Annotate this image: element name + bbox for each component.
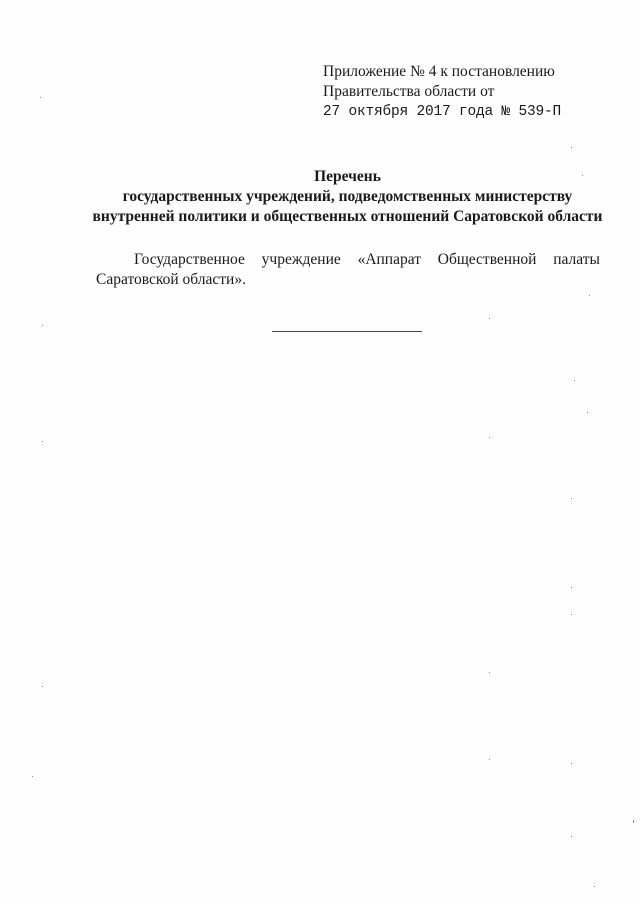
body-paragraph-line1 bbox=[96, 250, 600, 270]
body-word: «Аппарат bbox=[357, 251, 421, 268]
scan-speck bbox=[489, 672, 490, 673]
separator-line bbox=[272, 331, 422, 332]
body-paragraph-line2: Саратовской области». bbox=[96, 271, 246, 288]
scan-speck bbox=[489, 759, 490, 760]
scan-speck bbox=[633, 820, 634, 823]
body-word: палаты bbox=[553, 251, 600, 268]
appendix-number: Приложение № 4 к постановлению bbox=[323, 63, 555, 80]
scan-speck bbox=[571, 614, 572, 615]
scan-speck bbox=[571, 147, 572, 148]
body-word: Государственное bbox=[134, 251, 245, 268]
scan-speck bbox=[571, 587, 572, 588]
body-paragraph bbox=[96, 250, 600, 290]
scan-speck bbox=[42, 686, 43, 687]
appendix-date-number: 27 октября 2017 года № 539-П bbox=[323, 104, 562, 120]
body-word: учреждение bbox=[261, 251, 341, 268]
scan-speck bbox=[32, 776, 33, 777]
scan-speck bbox=[582, 175, 583, 176]
title-subtitle-line2: внутренней политики и общественных отношений Саратовской области bbox=[92, 208, 603, 225]
scan-speck bbox=[42, 441, 43, 442]
scan-speck bbox=[574, 380, 575, 381]
scan-speck bbox=[571, 763, 572, 764]
scan-speck bbox=[587, 412, 588, 413]
appendix-header bbox=[323, 62, 603, 122]
document-title bbox=[60, 167, 635, 227]
scan-speck bbox=[571, 836, 572, 837]
scan-speck bbox=[589, 295, 590, 296]
scan-speck bbox=[571, 498, 572, 499]
scan-speck bbox=[489, 318, 490, 319]
body-word: Общественной bbox=[437, 251, 537, 268]
scan-speck bbox=[42, 325, 43, 326]
title-heading: Перечень bbox=[314, 168, 381, 185]
scan-speck bbox=[40, 97, 41, 98]
appendix-authority: Правительства области от bbox=[323, 83, 495, 100]
scan-speck bbox=[489, 437, 490, 438]
title-subtitle-line1: государственных учреждений, подведомственных министерству bbox=[122, 188, 573, 205]
scan-speck bbox=[594, 886, 595, 887]
